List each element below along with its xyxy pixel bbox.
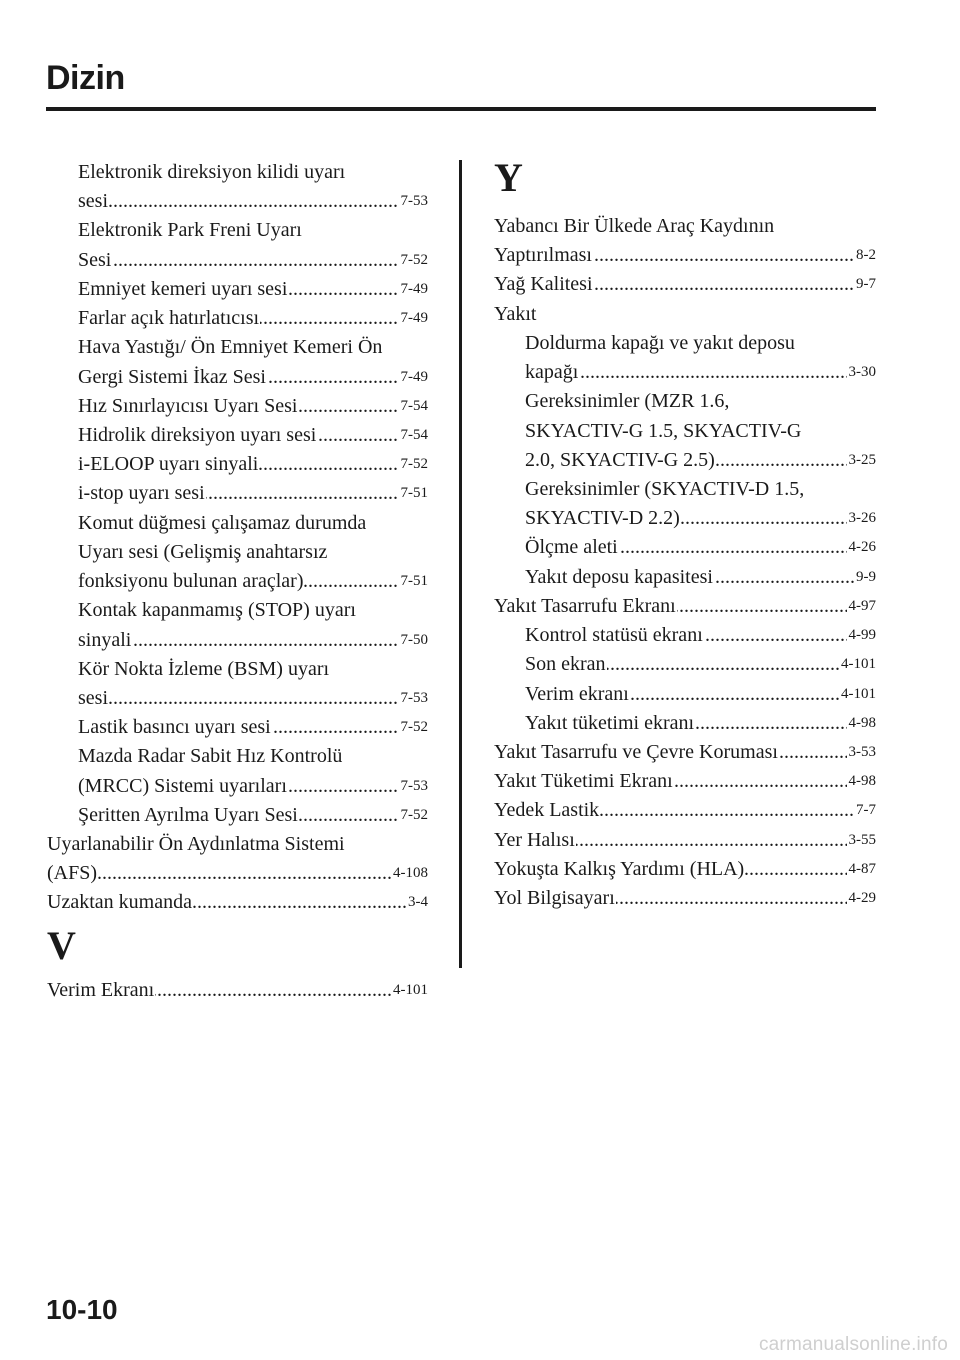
- index-entry: [47, 830, 428, 859]
- index-entry: [78, 275, 428, 304]
- index-entry: [494, 241, 876, 270]
- header-rule: [46, 107, 876, 111]
- index-entry-text: sesi: [78, 686, 108, 709]
- index-entry: [494, 884, 876, 913]
- index-entry-page: 7-52: [399, 450, 429, 479]
- index-entry: [78, 304, 428, 333]
- index-entry-text: Yakıt: [494, 302, 537, 325]
- index-entry: [78, 596, 428, 625]
- index-entry-text: Yedek Lastik: [494, 799, 600, 822]
- index-entry-text: Yaptırılması: [494, 244, 592, 267]
- index-entry-page: 4-101: [391, 976, 428, 1005]
- index-entry-page: 7-54: [399, 421, 429, 450]
- index-entry-text: Hız Sınırlayıcısı Uyarı Sesi: [78, 394, 298, 417]
- index-entry: [494, 826, 876, 855]
- index-entry: [525, 504, 876, 533]
- index-entry: [525, 387, 876, 416]
- index-entry-text: Kontak kapanmamış (STOP) uyarı: [78, 599, 356, 622]
- index-entry-page: 7-7: [854, 796, 876, 825]
- index-entry: [525, 446, 876, 475]
- index-entry-page: 4-98: [847, 767, 877, 796]
- index-entry-text: Sesi: [78, 248, 112, 271]
- index-entry-text: Hidrolik direksiyon uyarı sesi: [78, 423, 317, 446]
- index-entry-text: Şeritten Ayrılma Uyarı Sesi: [78, 803, 298, 826]
- index-entry-text: (AFS): [47, 862, 98, 885]
- index-entry: [78, 363, 428, 392]
- index-entry-text: Verim Ekranı: [47, 978, 155, 1001]
- index-entry: [78, 801, 428, 830]
- section-letter-y: Y: [494, 155, 523, 200]
- index-entry-page: 3-53: [847, 738, 877, 767]
- entries-y: [494, 212, 876, 913]
- index-entry-page: 7-53: [399, 187, 429, 216]
- index-entry-page: 7-54: [399, 392, 429, 421]
- index-entry-page: 7-53: [399, 772, 429, 801]
- index-entry-text: Gergi Sistemi İkaz Sesi: [78, 365, 266, 388]
- index-entry: [525, 621, 876, 650]
- index-entry-page: 7-53: [399, 684, 429, 713]
- index-entry: [47, 859, 428, 888]
- index-column-left: [47, 158, 428, 1005]
- index-entry-page: 7-49: [399, 304, 429, 333]
- index-entry-page: 7-52: [399, 801, 429, 830]
- index-entry: [78, 567, 428, 596]
- index-entry-page: 4-29: [847, 884, 877, 913]
- index-entry-page: 7-50: [399, 626, 429, 655]
- index-entry-text: Mazda Radar Sabit Hız Kontrolü: [78, 745, 343, 768]
- index-entry-text: i-ELOOP uyarı sinyali: [78, 453, 259, 476]
- index-entry-page: 8-2: [854, 241, 876, 270]
- index-entry: [525, 417, 876, 446]
- index-entry-text: sesi: [78, 190, 108, 213]
- index-entry: [78, 421, 428, 450]
- index-entry-text: Elektronik Park Freni Uyarı: [78, 219, 302, 242]
- index-entry-text: Yakıt deposu kapasitesi: [525, 565, 713, 588]
- index-entry: [78, 538, 428, 567]
- index-entry-page: 3-26: [847, 504, 877, 533]
- index-entry-text: Yakıt Tasarrufu ve Çevre Koruması: [494, 740, 778, 763]
- index-entry: [494, 796, 876, 825]
- index-entry-text: (MRCC) Sistemi uyarıları: [78, 774, 287, 797]
- index-entry-text: Uyarlanabilir Ön Aydınlatma Sistemi: [47, 833, 345, 856]
- index-entry: [525, 533, 876, 562]
- index-entry-text: Yer Halısı: [494, 828, 575, 851]
- index-entry: [494, 592, 876, 621]
- watermark: carmanualsonline.info: [758, 1334, 948, 1355]
- index-entry-text: kapağı: [525, 361, 579, 384]
- index-entry-page: 3-30: [847, 358, 877, 387]
- page-title: Dizin: [46, 59, 125, 97]
- index-column-right: [494, 155, 876, 913]
- index-entry-page: 4-97: [847, 592, 877, 621]
- index-entry-text: Yağ Kalitesi: [494, 273, 593, 296]
- index-entry-text: sinyali: [78, 628, 132, 651]
- index-entry: [525, 475, 876, 504]
- index-entry: [78, 216, 428, 245]
- index-entry-page: 9-9: [854, 563, 876, 592]
- index-entry: [78, 450, 428, 479]
- index-entry-text: Yokuşta Kalkış Yardımı (HLA): [494, 857, 745, 880]
- index-entry: [78, 158, 428, 187]
- index-entry: [78, 713, 428, 742]
- index-entry-text: 2.0, SKYACTIV-G 2.5): [525, 448, 715, 471]
- index-entry-page: 4-101: [839, 680, 876, 709]
- index-entry: [78, 187, 428, 216]
- index-entry-page: 7-51: [399, 567, 429, 596]
- index-entry-page: 7-49: [399, 363, 429, 392]
- index-entry-text: Hava Yastığı/ Ön Emniyet Kemeri Ön: [78, 336, 383, 359]
- index-entry-page: 7-52: [399, 713, 429, 742]
- index-entry: [494, 212, 876, 241]
- index-entry-text: Gereksinimler (MZR 1.6,: [525, 390, 730, 413]
- index-entry-text: fonksiyonu bulunan araçlar): [78, 570, 304, 593]
- index-entry-page: 4-99: [847, 621, 877, 650]
- index-entry-text: Yakıt tüketimi ekranı: [525, 711, 695, 734]
- index-entry-page: 7-51: [399, 479, 429, 508]
- index-entry: [525, 563, 876, 592]
- index-entry: [78, 392, 428, 421]
- index-entry-text: SKYACTIV-D 2.2): [525, 507, 680, 530]
- index-entry-text: Yakıt Tüketimi Ekranı: [494, 770, 673, 793]
- index-entry: [78, 772, 428, 801]
- index-entry-text: Gereksinimler (SKYACTIV-D 1.5,: [525, 477, 805, 500]
- index-entry-text: Kör Nokta İzleme (BSM) uyarı: [78, 657, 330, 680]
- index-entry-text: Verim ekranı: [525, 682, 629, 705]
- index-entry-text: Yakıt Tasarrufu Ekranı: [494, 594, 676, 617]
- index-entry-page: 3-4: [406, 888, 428, 917]
- index-entry: [525, 329, 876, 358]
- index-entry: [78, 742, 428, 771]
- index-entry: [47, 976, 428, 1005]
- index-entry-page: 4-87: [847, 855, 877, 884]
- index-entry-page: 4-98: [847, 709, 877, 738]
- index-entry-text: Elektronik direksiyon kilidi uyarı: [78, 161, 346, 183]
- index-entry-text: Yabancı Bir Ülkede Araç Kaydının: [494, 215, 775, 237]
- index-entry: [78, 246, 428, 275]
- column-divider: [459, 160, 462, 968]
- index-entry-text: Farlar açık hatırlatıcısı: [78, 307, 260, 330]
- page-number: 10-10: [46, 1294, 118, 1325]
- index-entry-page: 4-108: [391, 859, 428, 888]
- index-entry: [78, 479, 428, 508]
- entries-after-v: [47, 976, 428, 1005]
- index-entry-page: 3-25: [847, 446, 877, 475]
- index-entry: [494, 855, 876, 884]
- section-letter-v: V: [47, 922, 76, 968]
- index-entry-text: Komut düğmesi çalışamaz durumda: [78, 511, 367, 534]
- index-entry-page: 7-49: [399, 275, 429, 304]
- index-entry-page: 3-55: [847, 826, 877, 855]
- index-entry-page: 4-101: [839, 650, 876, 679]
- index-entry: [78, 626, 428, 655]
- index-entry: [78, 333, 428, 362]
- index-entry: [525, 680, 876, 709]
- index-entry: [525, 358, 876, 387]
- index-entry: [525, 650, 876, 679]
- index-entry-text: i-stop uyarı sesi: [78, 482, 205, 505]
- index-entry-text: Doldurma kapağı ve yakıt deposu: [525, 331, 795, 354]
- index-entry: [78, 684, 428, 713]
- index-entry-text: Son ekran: [525, 653, 606, 676]
- index-entry: [47, 888, 428, 917]
- index-entry-page: 9-7: [854, 270, 876, 299]
- index-entry-text: Emniyet kemeri uyarı sesi: [78, 277, 288, 300]
- index-entry: [78, 509, 428, 538]
- index-entry: [494, 767, 876, 796]
- index-entry-text: SKYACTIV-G 1.5, SKYACTIV-G: [525, 419, 802, 442]
- index-entry-page: 4-26: [847, 533, 877, 562]
- index-entry-text: Ölçme aleti: [525, 536, 618, 559]
- index-entry-text: Yol Bilgisayarı: [494, 887, 615, 910]
- index-entry: [494, 300, 876, 329]
- index-entry-text: Lastik basıncı uyarı sesi: [78, 716, 271, 739]
- index-entry: [494, 270, 876, 299]
- index-entry-page: 7-52: [399, 246, 429, 275]
- index-entry: [78, 655, 428, 684]
- index-entry-text: Uzaktan kumanda: [47, 891, 192, 914]
- index-entry: [494, 738, 876, 767]
- entries-before-v: [47, 158, 428, 918]
- index-entry-text: Uyarı sesi (Gelişmiş anahtarsız: [78, 540, 328, 563]
- index-entry-text: Kontrol statüsü ekranı: [525, 624, 703, 647]
- index-entry: [525, 709, 876, 738]
